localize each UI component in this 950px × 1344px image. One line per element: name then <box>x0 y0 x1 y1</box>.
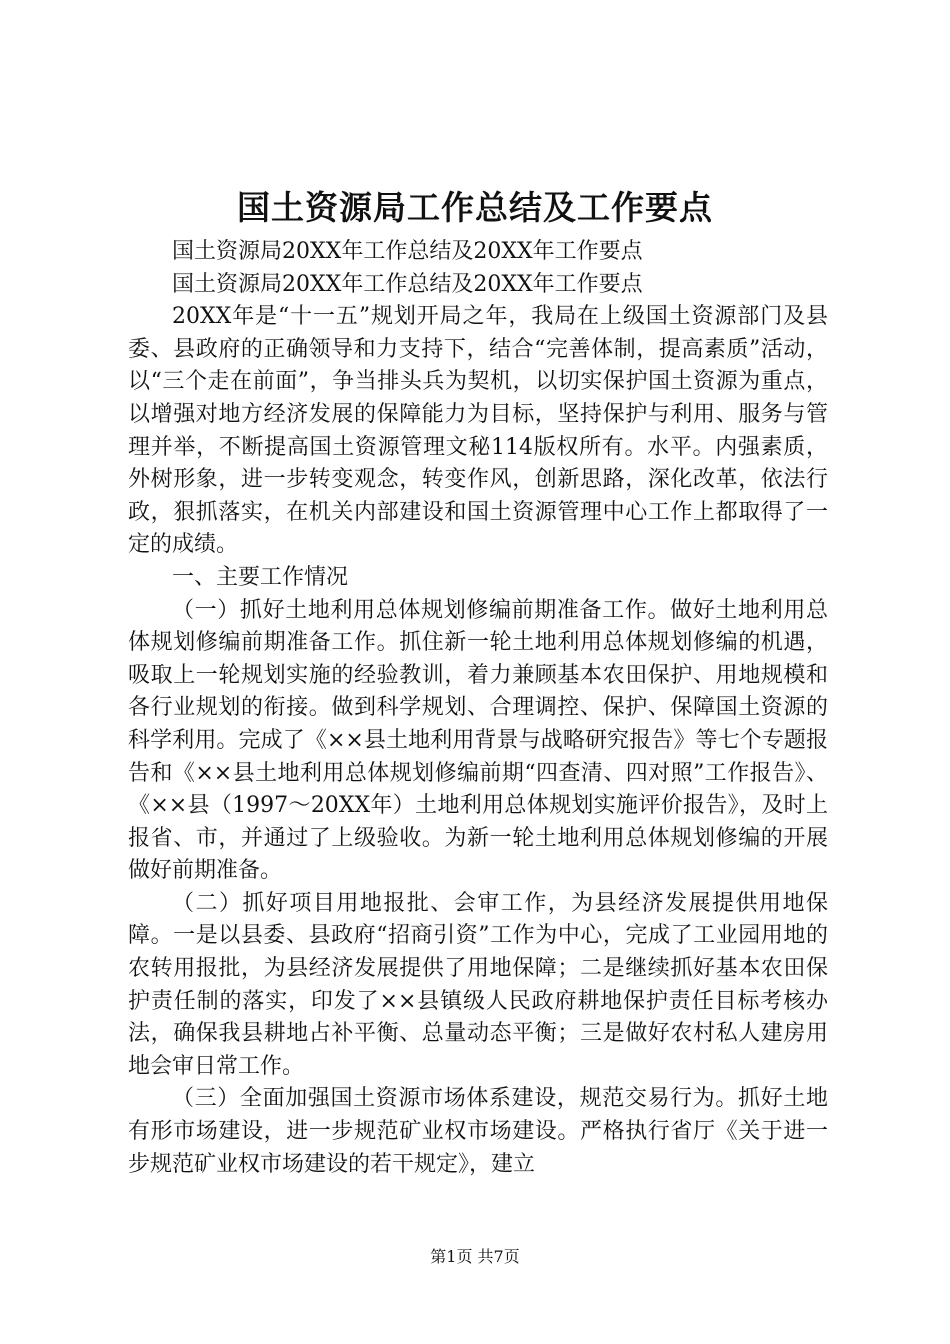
section-heading: 一、主要工作情况 <box>172 564 349 590</box>
paragraph-subtitle-1: 国土资源局20XX年工作总结及20XX年工作要点 <box>172 239 643 264</box>
paragraph-item-3: （三）全面加强国土资源市场体系建设，规范交易行为。抓好土地有形市场建设，进一步规范矿业权市场建设。严格执行省厅《关于进一步规范矿业权市场建设的若干规定》，建立 <box>128 1086 828 1177</box>
paragraph-item-1: （一）抓好土地利用总体规划修编前期准备工作。做好土地利用总体规划修编前期准备工作。抓住新一轮土地利用总体规划修编的机遇，吸取上一轮规划实施的经验教训，着力兼顾基本农田保护、用地规模和各行业规划的衔接。做到科学规划、合理调控、保护、保障国土资源的科学利用。完成了《××县土地利用背景与战略研究报告》等七个专题报告和《××县土地利用总体规划修编前期“四查清、四对照”工作报告》、《××县（1997～20XX年）土地利用总体规划实施评价报告》，及时上报省、市，并通过了上级验收。为新一轮土地利用总体规划修编的开展做好前期准备。 <box>128 597 828 884</box>
paragraph-subtitle-2: 国土资源局20XX年工作总结及20XX年工作要点 <box>172 271 643 297</box>
document-title: 国土资源局工作总结及工作要点 <box>237 188 713 227</box>
page-number-footer: 第1页 共7页 <box>430 1247 520 1266</box>
paragraph-intro: 20XX年是“十一五”规划开局之年，我局在上级国土资源部门及县委、县政府的正确领导和力支持下，结合“完善体制，提高素质”活动，以“三个走在前面”，争当排头兵为契机，以切实保护国土资源为重点，以增强对地方经济发展的保障能力为目标，坚持保护与利用、服务与管理并举，不断提高国土资源管理文秘114版权所有。水平。内强素质，外树形象，进一步转变观念，转变作风，创新思路，深化改革，依法行政，狠抓落实，在机关内部建设和国土资源管理中心工作上都取得了一定的成绩。 <box>128 304 828 558</box>
paragraph-item-2: （二）抓好项目用地报批、会审工作，为县经济发展提供用地保障。一是以县委、县政府“招商引资”工作为中心，完成了工业园用地的农转用报批，为县经济发展提供了用地保障；二是继续抓好基本农田保护责任制的落实，印发了××县镇级人民政府耕地保护责任目标考核办法，确保我县耕地占补平衡、总量动态平衡；三是做好农村私人建房用地会审日常工作。 <box>128 890 828 1079</box>
document-body <box>128 236 828 1181</box>
